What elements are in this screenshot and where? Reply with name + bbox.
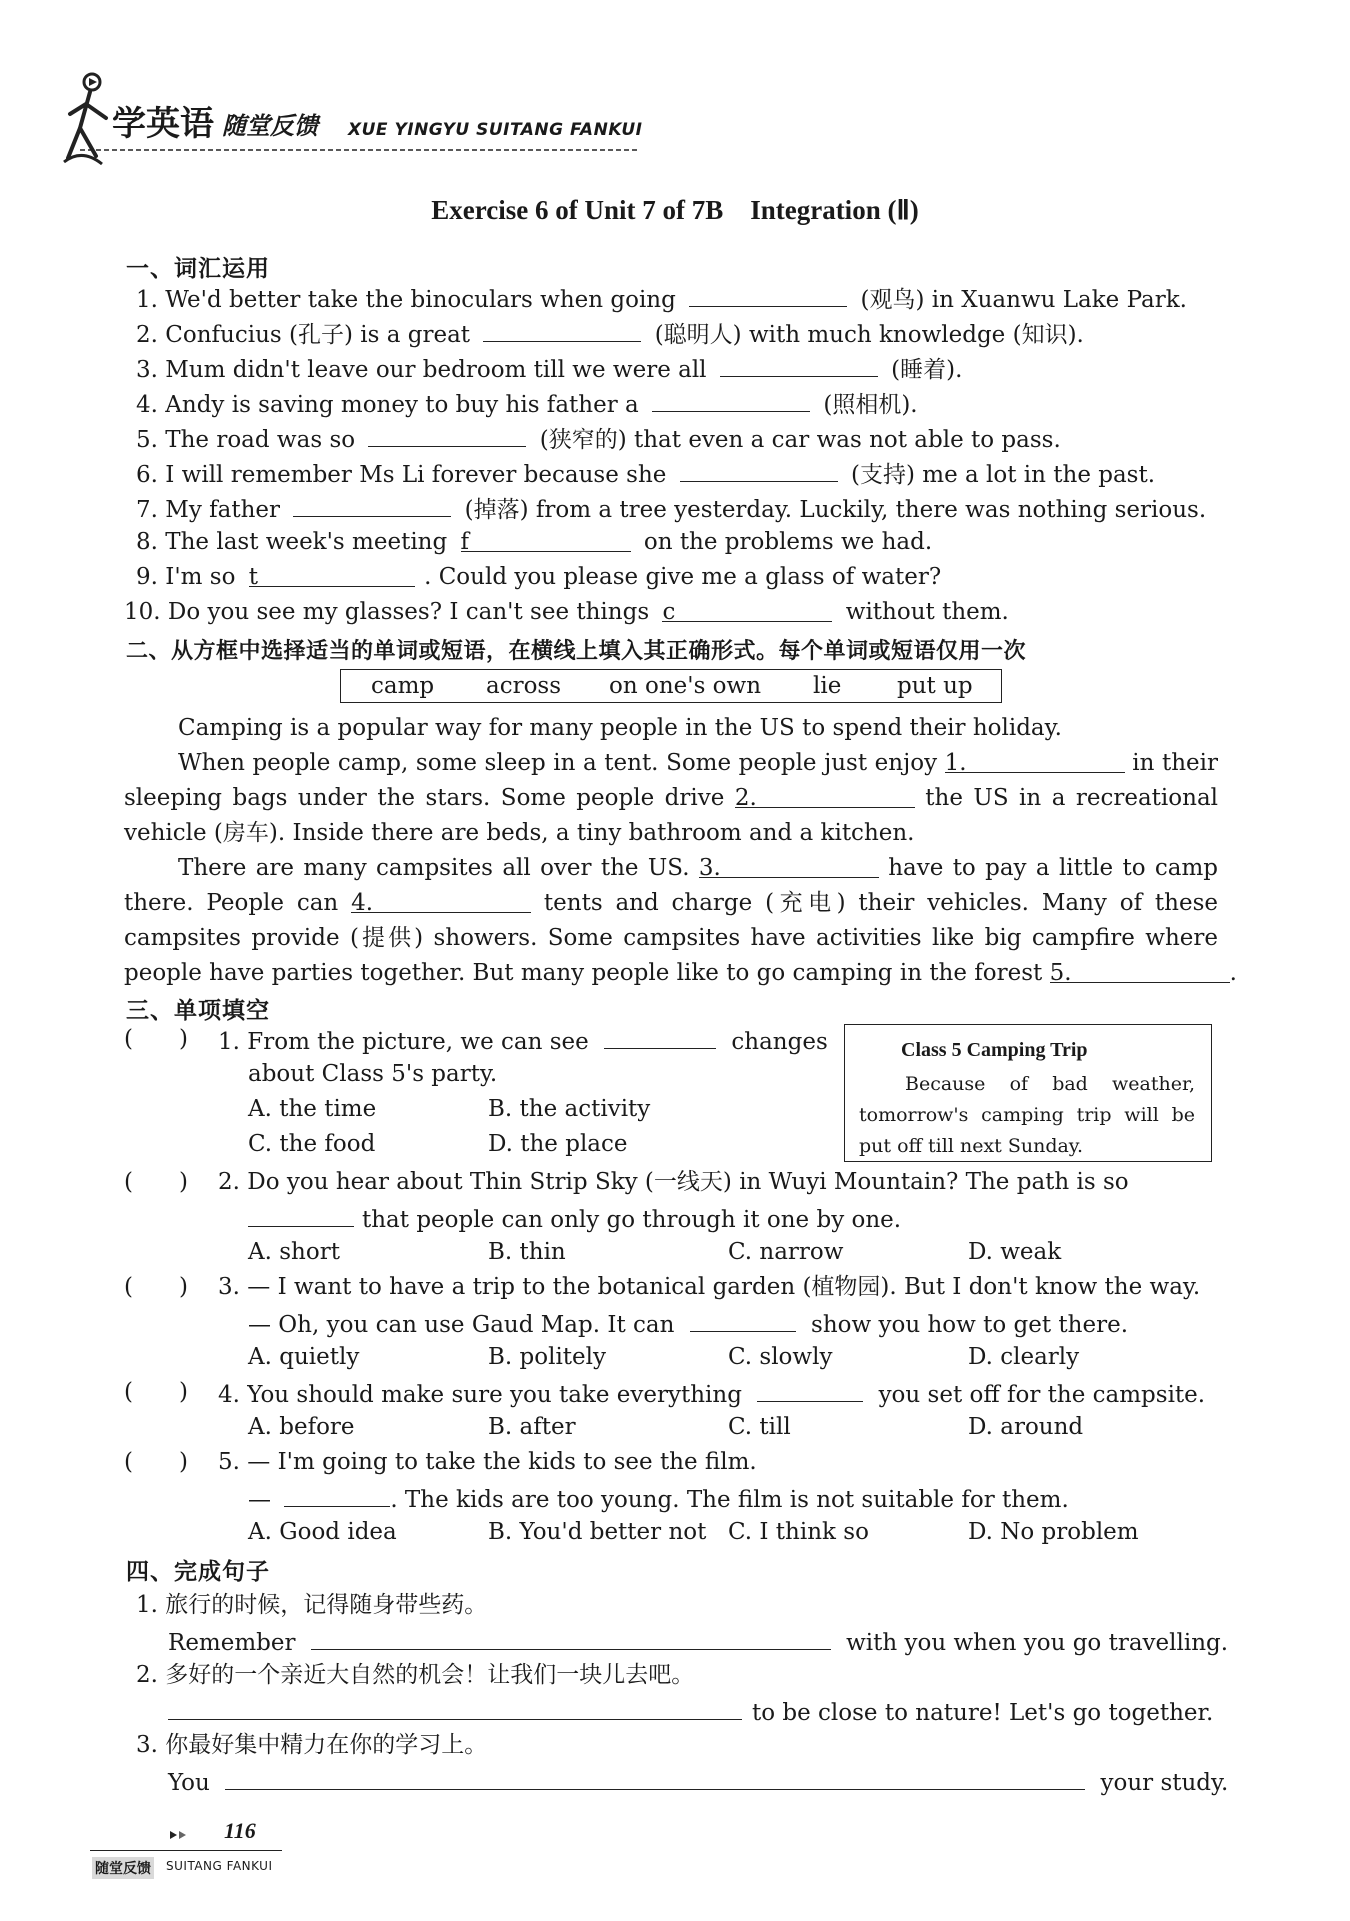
question-text: changes: [731, 1029, 828, 1055]
question-text: you set off for the campsite.: [878, 1382, 1206, 1408]
answer-blank[interactable]: [368, 420, 526, 447]
answer-blank[interactable]: [690, 1305, 796, 1332]
s4-item-3-en: [168, 1763, 1228, 1797]
answer-blank[interactable]: [248, 560, 415, 590]
q5-option-d[interactable]: D. No problem: [968, 1519, 1139, 1545]
page-title: Exercise 6 of Unit 7 of 7B Integration (Ⅱ): [431, 195, 919, 225]
s1-item-5: [136, 420, 1061, 454]
item-text: The road was so: [165, 427, 356, 453]
header-rule: [80, 142, 640, 156]
s1-item-9: [136, 560, 941, 594]
answer-blank[interactable]: [293, 490, 451, 517]
footer-brand-cn: 随堂反馈: [92, 1857, 154, 1879]
passage-line: Camping is a popular way for many people in the US to spend their holiday.: [178, 715, 1062, 741]
notice-title: Class 5 Camping Trip: [901, 1039, 1088, 1061]
passage-line: [124, 781, 1218, 815]
passage-line: [178, 746, 1218, 780]
item-text: Andy is saving money to buy his father a: [165, 392, 639, 418]
item-number: 3.: [136, 1732, 158, 1758]
word-box-word: across: [486, 673, 562, 699]
question-number: 1.: [218, 1029, 240, 1055]
answer-blank[interactable]: [225, 1763, 1085, 1790]
q1-option-d[interactable]: D. the place: [488, 1131, 628, 1157]
passage-text: .: [1229, 960, 1237, 986]
word-box-word: put up: [897, 673, 973, 699]
blank-number: 5.: [1049, 960, 1072, 986]
passage-text: have to pay a little to camp: [888, 855, 1219, 881]
item-number: 3.: [136, 357, 158, 383]
answer-blank[interactable]: [757, 1375, 863, 1402]
word-box: [340, 669, 1002, 703]
passage-text: sleeping bags under the stars. Some people drive: [124, 785, 725, 811]
question-number: 4.: [218, 1382, 240, 1408]
item-number: 1.: [136, 1592, 158, 1618]
answer-blank[interactable]: [483, 315, 641, 342]
q3-option-d[interactable]: D. clearly: [968, 1344, 1080, 1370]
question-text: . The kids are too young. The film is not suitable for them.: [390, 1487, 1069, 1513]
s1-item-2: [136, 315, 1084, 349]
q2-option-a[interactable]: A. short: [248, 1239, 340, 1265]
blank-number: 4.: [351, 890, 374, 916]
q5-paren[interactable]: ( ): [124, 1449, 188, 1475]
passage-line: [124, 886, 1218, 920]
q1-paren[interactable]: ( ): [124, 1026, 188, 1052]
q2-option-b[interactable]: B. thin: [488, 1239, 566, 1265]
q5-stem-2: [248, 1480, 1069, 1514]
answer-blank[interactable]: [168, 1693, 742, 1720]
sentence-text: Remember: [168, 1630, 296, 1656]
q4-option-d[interactable]: D. around: [968, 1414, 1084, 1440]
q1-stem-2: about Class 5's party.: [248, 1061, 498, 1087]
item-number: 1.: [136, 287, 158, 313]
footer-rule: [90, 1850, 282, 1851]
q3-option-b[interactable]: B. politely: [488, 1344, 607, 1370]
item-text: . Could you please give me a glass of water?: [424, 564, 942, 590]
passage-blank-5[interactable]: [1049, 956, 1230, 986]
item-text: on the problems we had.: [643, 529, 933, 555]
passage-text: the US in a recreational: [925, 785, 1219, 811]
blank-number: 2.: [734, 785, 757, 811]
q3-option-a[interactable]: A. quietly: [248, 1344, 360, 1370]
q4-stem: [218, 1375, 1205, 1409]
q1-option-a[interactable]: A. the time: [248, 1096, 377, 1122]
first-letter-hint: t: [248, 564, 259, 590]
item-number: 8.: [136, 529, 158, 555]
q5-stem: [218, 1445, 757, 1479]
word-box-word: camp: [371, 673, 435, 699]
brand-cn-main: 学英语: [112, 104, 214, 144]
passage-line: campsites provide (提供) showers. Some campsites have activities like big campfire where: [124, 925, 1218, 951]
arrow-marker-icon: [168, 1828, 190, 1842]
s4-item-2-cn: [136, 1658, 694, 1692]
passage-blank-1[interactable]: [944, 746, 1125, 776]
item-number: 9.: [136, 564, 158, 590]
item-text: without them.: [845, 599, 1009, 625]
passage-line: [178, 851, 1218, 885]
item-text: I will remember Ms Li forever because she: [165, 462, 667, 488]
q1-stem: [218, 1022, 828, 1056]
item-number: 2.: [136, 322, 158, 348]
item-number: 7.: [136, 497, 158, 523]
chinese-prompt: 旅行的时候，记得随身带些药。: [165, 1592, 488, 1618]
question-text: — I want to have a trip to the botanical garden (植物园). But I don't know the way.: [247, 1274, 1201, 1300]
item-text: (观鸟) in Xuanwu Lake Park.: [860, 287, 1187, 313]
notice-line: put off till next Sunday.: [859, 1135, 1084, 1157]
answer-blank[interactable]: [662, 595, 832, 625]
first-letter-hint: c: [662, 599, 676, 625]
sentence-text: your study.: [1100, 1770, 1229, 1796]
q3-paren[interactable]: ( ): [124, 1274, 188, 1300]
q1-option-c[interactable]: C. the food: [248, 1131, 376, 1157]
s1-item-6: [136, 455, 1155, 489]
q4-option-b[interactable]: B. after: [488, 1414, 576, 1440]
q2-stem: [218, 1165, 1129, 1199]
question-number: 5.: [218, 1449, 240, 1475]
section-1-heading: 一、词汇运用: [126, 256, 270, 282]
s4-item-3-cn: [136, 1728, 487, 1762]
question-number: 3.: [218, 1274, 240, 1300]
passage-text: in their: [1132, 750, 1219, 776]
item-number: 10.: [124, 599, 161, 625]
passage-text: When people camp, some sleep in a tent. Some people just enjoy: [178, 750, 938, 776]
q5-option-b[interactable]: B. You'd better not: [488, 1519, 707, 1545]
word-box-word: lie: [813, 673, 842, 699]
answer-blank[interactable]: [460, 525, 631, 555]
item-number: 4.: [136, 392, 158, 418]
passage-blank-4[interactable]: [351, 886, 531, 916]
question-text: — Oh, you can use Gaud Map. It can: [248, 1312, 675, 1338]
section-3-heading: 三、单项填空: [126, 998, 270, 1024]
chinese-prompt: 多好的一个亲近大自然的机会！让我们一块儿去吧。: [165, 1662, 695, 1688]
item-number: 5.: [136, 427, 158, 453]
sentence-text: You: [168, 1770, 210, 1796]
item-text: We'd better take the binoculars when going: [165, 287, 676, 313]
answer-blank[interactable]: [680, 455, 838, 482]
footer-brand-en: SUITANG FANKUI: [166, 1859, 273, 1873]
q4-option-c[interactable]: C. till: [728, 1414, 791, 1440]
s1-item-3: [136, 350, 962, 384]
answer-blank[interactable]: [311, 1623, 831, 1650]
s4-item-1-cn: [136, 1588, 487, 1622]
s4-item-2-en: [168, 1693, 1213, 1727]
item-text: My father: [165, 497, 281, 523]
item-text: Confucius (孔子) is a great: [165, 322, 471, 348]
question-text: — I'm going to take the kids to see the film.: [247, 1449, 757, 1475]
item-text: (聪明人) with much knowledge (知识).: [654, 322, 1084, 348]
question-text: —: [248, 1487, 271, 1513]
answer-blank[interactable]: [284, 1480, 390, 1507]
passage-text: there. People can: [124, 890, 339, 916]
sentence-text: with you when you go travelling.: [846, 1630, 1229, 1656]
sentence-text: to be close to nature! Let's go together.: [752, 1700, 1214, 1726]
passage-line: [124, 956, 1237, 990]
s1-item-8: [136, 525, 932, 559]
answer-blank[interactable]: [248, 1200, 354, 1227]
q3-stem-2: [248, 1305, 1128, 1339]
section-4-heading: 四、完成句子: [126, 1559, 270, 1585]
q3-stem: [218, 1270, 1200, 1304]
q2-option-c[interactable]: C. narrow: [728, 1239, 844, 1265]
q2-paren[interactable]: ( ): [124, 1169, 188, 1195]
notice-box: [844, 1024, 1212, 1162]
item-number: 6.: [136, 462, 158, 488]
q1-option-b[interactable]: B. the activity: [488, 1096, 651, 1122]
passage-blank-3[interactable]: [698, 851, 879, 881]
question-text: You should make sure you take everything: [247, 1382, 742, 1408]
q4-option-a[interactable]: A. before: [248, 1414, 355, 1440]
brand-cn-sub: 随堂反馈: [222, 112, 318, 140]
blank-number: 3.: [698, 855, 721, 881]
q5-option-a[interactable]: A. Good idea: [248, 1519, 397, 1545]
passage-text: tents and charge (充电) their vehicles. Many of these: [543, 890, 1218, 916]
item-text: Mum didn't leave our bedroom till we were all: [165, 357, 707, 383]
question-text: Do you hear about Thin Strip Sky (一线天) in Wuyi Mountain? The path is so: [247, 1169, 1129, 1195]
question-text: From the picture, we can see: [247, 1029, 589, 1055]
s1-item-1: [136, 280, 1187, 314]
blank-number: 1.: [944, 750, 967, 776]
item-text: (睡着).: [891, 357, 963, 383]
s1-item-7: [136, 490, 1206, 524]
item-text: (狭窄的) that even a car was not able to pass.: [539, 427, 1061, 453]
s4-item-1-en: [168, 1623, 1228, 1657]
question-text: show you how to get there.: [811, 1312, 1129, 1338]
s1-item-4: [136, 385, 918, 419]
q2-option-d[interactable]: D. weak: [968, 1239, 1062, 1265]
item-text: (支持) me a lot in the past.: [851, 462, 1156, 488]
item-text: Do you see my glasses? I can't see things: [167, 599, 650, 625]
question-text: that people can only go through it one by one.: [362, 1207, 902, 1233]
passage-line: vehicle (房车). Inside there are beds, a tiny bathroom and a kitchen.: [124, 820, 915, 846]
q2-stem-2: [248, 1200, 901, 1234]
chinese-prompt: 你最好集中精力在你的学习上。: [165, 1732, 488, 1758]
question-number: 2.: [218, 1169, 240, 1195]
answer-blank[interactable]: [720, 350, 878, 377]
q3-option-c[interactable]: C. slowly: [728, 1344, 833, 1370]
brand-en: XUE YINGYU SUITANG FANKUI: [348, 120, 643, 140]
answer-blank[interactable]: [652, 385, 810, 412]
s1-item-10: [124, 595, 1009, 629]
answer-blank[interactable]: [689, 280, 847, 307]
passage-text: people have parties together. But many people like to go camping in the forest: [124, 960, 1043, 986]
page-number: 116: [224, 1818, 256, 1843]
passage-blank-2[interactable]: [734, 781, 915, 811]
answer-blank[interactable]: [604, 1022, 716, 1049]
item-number: 2.: [136, 1662, 158, 1688]
item-text: The last week's meeting: [165, 529, 448, 555]
q5-option-c[interactable]: C. I think so: [728, 1519, 869, 1545]
first-letter-hint: f: [460, 529, 470, 555]
passage-text: There are many campsites all over the US.: [178, 855, 690, 881]
word-box-word: on one's own: [609, 673, 762, 699]
item-text: (照相机).: [823, 392, 918, 418]
section-2-heading: 二、从方框中选择适当的单词或短语，在横线上填入其正确形式。每个单词或短语仅用一次: [126, 639, 1027, 664]
item-text: (掉落) from a tree yesterday. Luckily, there was nothing serious.: [464, 497, 1207, 523]
notice-line: Because of bad weather,: [905, 1073, 1195, 1095]
notice-line: tomorrow's camping trip will be: [859, 1104, 1195, 1126]
q4-paren[interactable]: ( ): [124, 1379, 188, 1405]
item-text: I'm so: [165, 564, 236, 590]
